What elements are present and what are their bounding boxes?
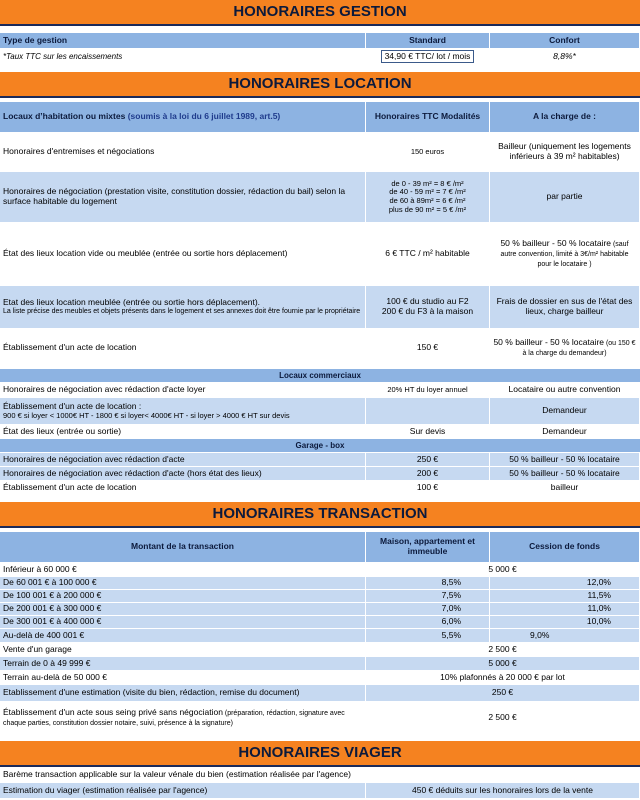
garage-row-3-label: Établissement d'un acte de location	[0, 481, 366, 495]
location-row-2-fee-line: de 0 - 39 m² = 8 € /m²	[391, 178, 464, 188]
transaction-row-label: Vente d'un garage	[0, 643, 366, 656]
transaction-row-fonds: 11,5%	[490, 590, 640, 602]
location-header-charge: A la charge de :	[490, 102, 640, 132]
location-row-1-label: Honoraires d'entremises et négociations	[0, 133, 366, 171]
location-header-row	[0, 102, 640, 132]
location-row-4-fee-line: 100 € du studio au F2	[386, 296, 469, 307]
commerciaux-row-3-charge: Demandeur	[490, 425, 640, 438]
banner-viager: HONORAIRES VIAGER	[0, 741, 640, 767]
gestion-standard-value: 34,90 € TTC/ lot / mois	[381, 50, 475, 64]
location-row-4-charge: Frais de dossier en sus de l'état des lieux, charge bailleur	[490, 286, 640, 328]
viager-row-2-label: Estimation du viager (estimation réalisée par l'agence)	[0, 783, 366, 798]
location-row-2-fee-line: plus de 90 m² = 5 € /m²	[388, 204, 467, 214]
location-row-2-label: Honoraires de négociation (prestation visite, constitution dossier, rédaction du bail) selon la surface habitable du logement	[0, 172, 366, 222]
location-row-3-label: État des lieux location vide ou meublée (entrée ou sortie hors déplacement)	[0, 223, 366, 285]
location-row-4-label-cell	[0, 286, 366, 328]
viager-row-1	[0, 768, 640, 782]
location-header-honoraires: Honoraires TTC Modalités	[366, 102, 490, 132]
location-row-2-fee-line: de 60 à 89m² = 6 € /m²	[389, 196, 466, 205]
transaction-row	[0, 671, 640, 684]
transaction-row	[0, 702, 640, 734]
commerciaux-row-3	[0, 425, 640, 438]
transaction-row-fonds: 10,0%	[490, 616, 640, 628]
transaction-row	[0, 657, 640, 670]
location-row-2-charge: par partie	[490, 172, 640, 222]
location-row-3-charge-main: 50 % bailleur - 50 % locataire	[500, 237, 612, 248]
transaction-row-label: Au-delà de 400 001 €	[0, 629, 366, 642]
viager-row-1-label: Barème transaction applicable sur la valeur vénale du bien (estimation réalisée par l'agence)	[0, 768, 640, 782]
transaction-row-maison: 7,5%	[366, 590, 490, 602]
location-row-3-charge	[490, 223, 640, 285]
transaction-row-fonds: 11,0%	[490, 603, 640, 615]
location-row-4-sublabel: La liste précise des meubles et objets présents dans le logement et ses annexes doit être fournie par le propriétaire	[3, 307, 361, 315]
transaction-row-value: 5 000 €	[366, 563, 640, 576]
location-header-loi: (soumis à la loi du 6 juillet 1989, art.5)	[127, 111, 281, 122]
location-row-4-fee-line: 200 € du F3 à la maison	[381, 306, 474, 316]
location-row-3-charge-note: (sauf autre convention, limité à 3€/m² habitable pour le locataire )	[500, 240, 631, 269]
transaction-header-fonds: Cession de fonds	[490, 532, 640, 562]
transaction-row	[0, 643, 640, 656]
garage-row-2-charge: 50 % bailleur - 50 % locataire	[490, 467, 640, 480]
transaction-row-label: Terrain au-delà de 50 000 €	[0, 671, 366, 684]
transaction-row	[0, 590, 640, 602]
location-row-2-fee-line: de 40 - 59 m² = 7 € /m²	[389, 187, 466, 197]
banner-gestion: HONORAIRES GESTION	[0, 0, 640, 26]
location-row-1	[0, 133, 640, 171]
transaction-row-label: De 300 001 € à 400 000 €	[0, 616, 366, 628]
location-row-2	[0, 172, 640, 222]
transaction-row	[0, 616, 640, 628]
banner-location: HONORAIRES LOCATION	[0, 72, 640, 98]
location-row-4	[0, 286, 640, 328]
transaction-header-montant: Montant de la transaction	[0, 532, 366, 562]
transaction-row-label: De 100 001 € à 200 000 €	[0, 590, 366, 602]
transaction-row-label	[0, 702, 366, 734]
commerciaux-row-2-fee	[366, 398, 490, 424]
transaction-row-value: 2 500 €	[366, 702, 640, 734]
location-row-5-fee: 150 €	[366, 329, 490, 367]
gestion-header-standard: Standard	[366, 33, 490, 48]
transaction-row-fonds: 12,0%	[490, 577, 640, 589]
location-header-locaux	[0, 102, 366, 132]
transaction-row	[0, 685, 640, 701]
transaction-row-value: 250 €	[366, 685, 640, 701]
viager-row-2	[0, 783, 640, 798]
transaction-row-label: Inférieur à 60 000 €	[0, 563, 366, 576]
transaction-header-maison: Maison, appartement et immeuble	[366, 532, 490, 562]
location-row-1-charge: Bailleur (uniquement les logements inférieurs à 39 m² habitables)	[490, 133, 640, 171]
transaction-row-value: 10% plafonnés à 20 000 € par lot	[366, 671, 640, 684]
transaction-row-value: 5 000 €	[366, 657, 640, 670]
garage-row-2-fee: 200 €	[366, 467, 490, 480]
commerciaux-row-1-fee: 20% HT du loyer annuel	[366, 383, 490, 397]
garage-row-3-fee: 100 €	[366, 481, 490, 495]
location-row-5-label: Établissement d'un acte de location	[0, 329, 366, 367]
location-row-5-charge-note: (ou 150 € à la charge du demandeur)	[522, 339, 638, 357]
transaction-row-label: Terrain de 0 à 49 999 €	[0, 657, 366, 670]
transaction-row-maison: 7,0%	[366, 603, 490, 615]
commerciaux-row-1	[0, 383, 640, 397]
location-row-4-label: Etat des lieux location meublée (entrée ou sortie hors déplacement).	[3, 297, 261, 308]
commerciaux-row-2-sublabel: 900 € si loyer < 1000€ HT - 1800 € si loyer< 4000€ HT - si loyer > 4000 € HT sur devis	[3, 410, 290, 420]
transaction-row	[0, 577, 640, 589]
location-row-3	[0, 223, 640, 285]
gestion-confort-value: 8,8%*	[490, 49, 640, 64]
gestion-row	[0, 49, 640, 64]
transaction-row-value: 2 500 €	[366, 643, 640, 656]
garage-row-3-charge: bailleur	[490, 481, 640, 495]
location-row-2-fees	[366, 172, 490, 222]
garage-row-1-charge: 50 % bailleur - 50 % locataire	[490, 453, 640, 466]
commerciaux-row-2-label-cell	[0, 398, 366, 424]
location-row-4-fees	[366, 286, 490, 328]
transaction-row-label: Etablissement d'une estimation (visite du bien, rédaction, remise du document)	[0, 685, 366, 701]
commerciaux-row-2	[0, 398, 640, 424]
transaction-row-label: De 200 001 € à 300 000 €	[0, 603, 366, 615]
garage-row-2	[0, 467, 640, 480]
viager-row-2-value: 450 € déduits sur les honoraires lors de la vente	[366, 783, 640, 798]
gestion-note: *Taux TTC sur les encaissements	[0, 49, 366, 64]
location-row-5-charge	[490, 329, 640, 367]
garage-row-1-fee: 250 €	[366, 453, 490, 466]
transaction-row	[0, 563, 640, 576]
location-header-locaux-text: Locaux d’habitation ou mixtes	[3, 111, 128, 122]
transaction-row	[0, 629, 640, 642]
transaction-row-label-main: Établissement d'un acte sous seing privé sans négociation	[3, 706, 223, 717]
gestion-standard-cell	[366, 49, 490, 64]
section-garage-box: Garage - box	[0, 439, 640, 452]
commerciaux-row-2-label: Établissement d'un acte de location :	[3, 400, 142, 411]
location-row-5	[0, 329, 640, 367]
transaction-row-maison: 8,5%	[366, 577, 490, 589]
garage-row-1-label: Honoraires de négociation avec rédaction d'acte	[0, 453, 366, 466]
garage-row-1	[0, 453, 640, 466]
transaction-row-maison: 6,0%	[366, 616, 490, 628]
gestion-header-confort: Confort	[490, 33, 640, 48]
transaction-row-label-note: (préparation, rédaction, signature avec chaque parties, constitution dossier notaire, suivi, présence à la signature)	[3, 709, 347, 727]
garage-row-3	[0, 481, 640, 495]
transaction-header-row	[0, 532, 640, 562]
location-row-1-fee: 150 euros	[366, 133, 490, 171]
location-row-3-fee: 6 € TTC / m² habitable	[366, 223, 490, 285]
commerciaux-row-1-label: Honoraires de négociation avec rédaction d'acte loyer	[0, 383, 366, 397]
banner-transaction: HONORAIRES TRANSACTION	[0, 502, 640, 528]
section-locaux-commerciaux: Locaux commerciaux	[0, 369, 640, 382]
transaction-row-label: De 60 001 € à 100 000 €	[0, 577, 366, 589]
commerciaux-row-1-charge: Locataire ou autre convention	[490, 383, 640, 397]
gestion-header-row	[0, 33, 640, 48]
commerciaux-row-3-fee: Sur devis	[366, 425, 490, 438]
commerciaux-row-3-label: État des lieux (entrée ou sortie)	[0, 425, 366, 438]
transaction-row	[0, 603, 640, 615]
location-row-5-charge-main: 50 % bailleur - 50 % locataire	[493, 336, 605, 347]
transaction-row-fonds: 9,0%	[490, 629, 640, 642]
transaction-row-maison: 5,5%	[366, 629, 490, 642]
gestion-header-type: Type de gestion	[0, 33, 366, 48]
garage-row-2-label: Honoraires de négociation avec rédaction d'acte (hors état des lieux)	[0, 467, 366, 480]
commerciaux-row-2-charge: Demandeur	[490, 398, 640, 424]
